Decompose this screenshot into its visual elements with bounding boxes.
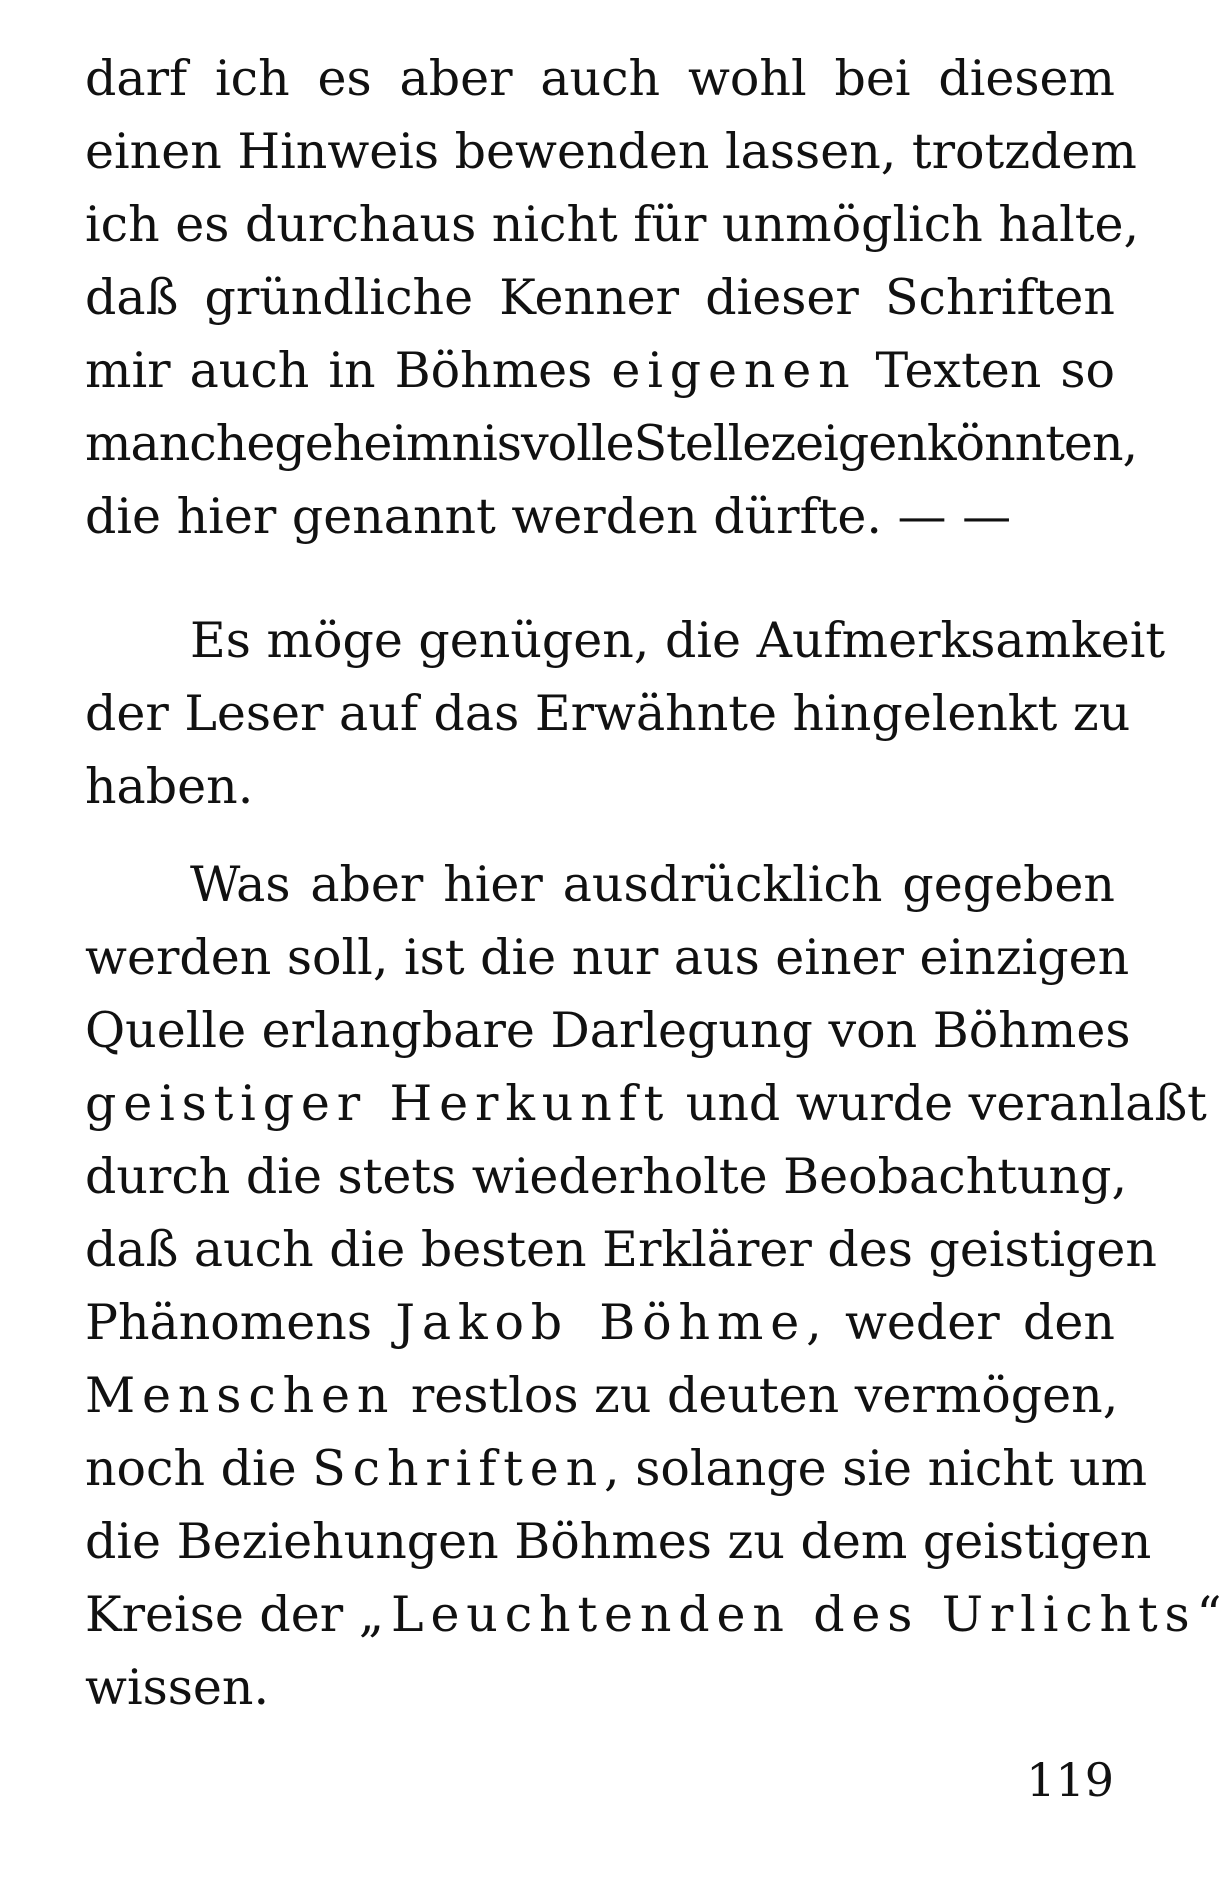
text-line bbox=[85, 1578, 1228, 1651]
text-line: werden soll, ist die nur aus einer einzigen bbox=[85, 929, 1130, 986]
text-segment: , solange sie nicht um bbox=[604, 1440, 1148, 1497]
text-line: durch die stets wiederholte Beobachtung, bbox=[85, 1148, 1128, 1205]
text-line bbox=[85, 334, 1115, 407]
emphasized-text: Jakob Böhme bbox=[395, 1294, 807, 1351]
paragraph-1 bbox=[85, 42, 1140, 553]
text-line: haben. bbox=[85, 758, 254, 815]
text-line: Was aber hier ausdrücklich gegeben bbox=[190, 856, 1115, 913]
text-segment: mir auch in Böhmes bbox=[85, 342, 612, 399]
text-line bbox=[85, 1432, 1148, 1505]
text-segment: und wurde veranlaßt bbox=[670, 1075, 1207, 1132]
text-line bbox=[85, 1067, 1207, 1140]
text-line bbox=[85, 1359, 1119, 1432]
text-line: Quelle erlangbare Darlegung von Böhmes bbox=[85, 1002, 1131, 1059]
emphasized-text: Menschen bbox=[85, 1367, 396, 1424]
text-line: der Leser auf das Erwähnte hingelenkt zu bbox=[85, 685, 1131, 742]
text-line: Es möge genügen, die Aufmerksamkeit bbox=[190, 612, 1166, 669]
page-number: 119 bbox=[1026, 1753, 1114, 1807]
text-line: die Beziehungen Böhmes zu dem geistigen bbox=[85, 1513, 1152, 1570]
paragraph-3 bbox=[85, 848, 1228, 1724]
emphasized-text: Schriften bbox=[312, 1440, 605, 1497]
text-line: ich es durchaus nicht für unmöglich halte, bbox=[85, 196, 1140, 253]
emphasized-text: „Leuchtenden des Urlichts“ bbox=[358, 1586, 1228, 1643]
emphasized-text: geistiger Herkunft bbox=[85, 1075, 671, 1132]
text-line: wissen. bbox=[85, 1659, 270, 1716]
text-line: daß gründliche Kenner dieser Schriften bbox=[85, 269, 1115, 326]
paragraph-2 bbox=[85, 604, 1166, 823]
text-line: daß auch die besten Erklärer des geistigen bbox=[85, 1221, 1157, 1278]
text-segment: Kreise der bbox=[85, 1586, 359, 1643]
text-segment: restlos zu deuten vermögen, bbox=[395, 1367, 1119, 1424]
text-line: manchegeheimnisvolleStellezeigenkönnten, bbox=[85, 415, 1138, 472]
text-segment: Texten so bbox=[856, 342, 1115, 399]
text-line: einen Hinweis bewenden lassen, trotzdem bbox=[85, 123, 1137, 180]
emphasized-text: eigenen bbox=[611, 342, 857, 399]
text-line: darf ich es aber auch wohl bei diesem bbox=[85, 50, 1115, 107]
text-segment: , weder den bbox=[806, 1294, 1115, 1351]
text-line: die hier genannt werden dürfte. — — bbox=[85, 488, 1012, 545]
text-line bbox=[85, 1286, 1115, 1359]
text-segment: Phänomens bbox=[85, 1294, 396, 1351]
text-segment: noch die bbox=[85, 1440, 313, 1497]
